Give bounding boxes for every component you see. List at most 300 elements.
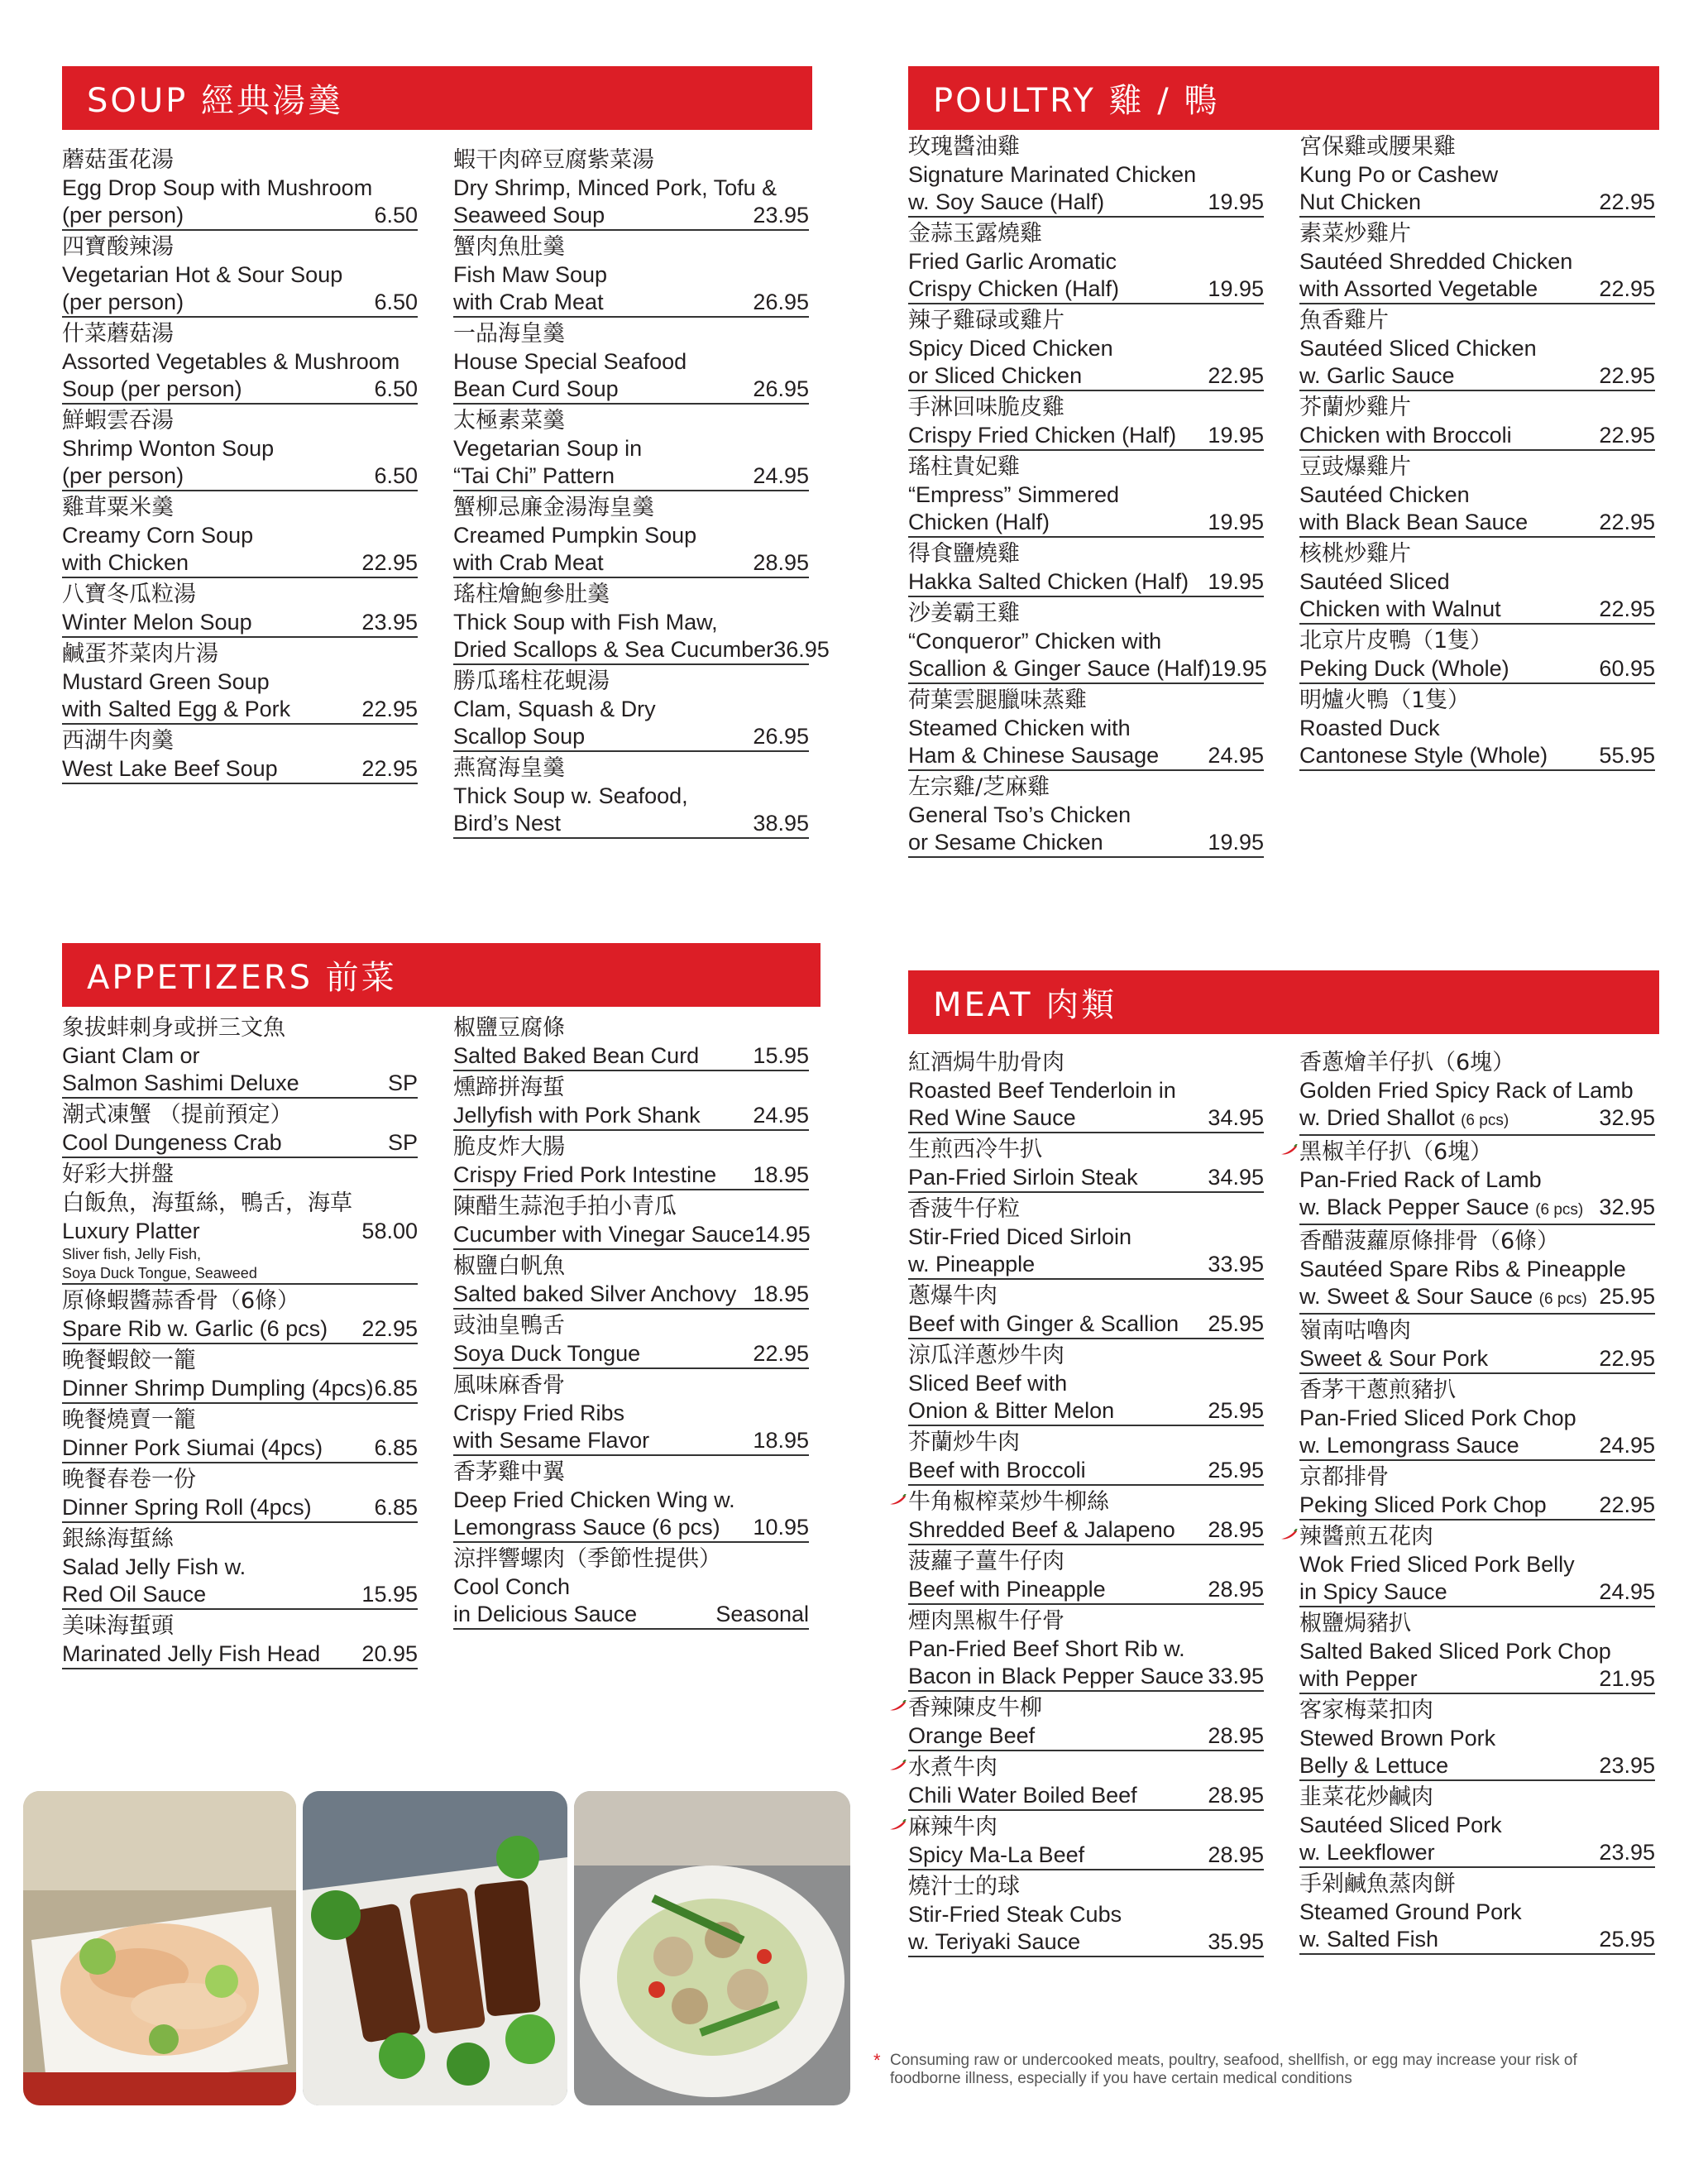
- dish-chinese-name: 辣子雞碌或雞片: [908, 308, 1065, 333]
- dish-english-text: Seaweed Soup: [453, 203, 605, 228]
- dish-english-line: [62, 1494, 312, 1521]
- dish-chinese-name: 雞茸粟米羹: [62, 495, 174, 520]
- dish-price: 28.95: [1208, 1783, 1264, 1808]
- dish-english-line: [62, 1581, 206, 1608]
- dish-english-line: Creamy Corn Soup: [62, 523, 254, 548]
- dish-chinese-name: 一品海皇羹: [453, 321, 565, 347]
- dish-price: 21.95: [1599, 1666, 1655, 1691]
- dish-price: Seasonal: [715, 1602, 809, 1626]
- menu-item: [453, 232, 809, 318]
- dish-price: 25.95: [1599, 1284, 1655, 1309]
- dish-english-row: [62, 1581, 418, 1610]
- dish-price: 28.95: [753, 550, 809, 575]
- dish-english-text: Marinated Jelly Fish Head: [62, 1641, 321, 1666]
- dish-price: 25.95: [1208, 1311, 1264, 1336]
- chili-pepper-icon: [888, 1700, 907, 1712]
- menu-item: [62, 639, 418, 725]
- dish-english-line: [1299, 1492, 1547, 1519]
- menu-item: [453, 580, 830, 665]
- dish-description-line: Sliver fish, Jelly Fish,: [62, 1246, 202, 1262]
- dish-chinese-name: 銀絲海蜇絲: [62, 1526, 174, 1552]
- dish-english-row: [908, 1397, 1264, 1426]
- dish-english-row: [453, 1601, 809, 1630]
- dish-english-text: Jellyfish with Pork Shank: [453, 1103, 701, 1128]
- dish-english-row: [1299, 1926, 1655, 1955]
- dish-english-line: [908, 568, 1189, 596]
- dish-price: SP: [387, 1130, 418, 1155]
- dish-english-text: with Black Bean Sauce: [1299, 510, 1529, 534]
- dish-english-row: [908, 1928, 1264, 1957]
- dish-english-line: [453, 289, 604, 316]
- dish-english-text: Dinner Shrimp Dumpling (4pcs): [62, 1376, 374, 1401]
- dish-english-text: Dinner Spring Roll (4pcs): [62, 1495, 312, 1520]
- dish-chinese-name: 芥蘭炒雞片: [1299, 395, 1411, 420]
- dish-english-row: [1299, 1104, 1655, 1136]
- dish-chinese-name: 八寶冬瓜粒湯: [62, 582, 196, 607]
- dish-english-line: Stir-Fried Diced Sirloin: [908, 1224, 1132, 1249]
- chili-pepper-icon: [1280, 1529, 1298, 1540]
- dish-chinese-name: 北京片皮鴨（1隻）: [1299, 628, 1493, 654]
- dish-price: 6.85: [374, 1495, 418, 1520]
- dish-chinese-name: 涼瓜洋蔥炒牛肉: [908, 1343, 1065, 1368]
- dish-price: 34.95: [1208, 1105, 1264, 1130]
- dish-english-line: [453, 1161, 716, 1189]
- dish-price: SP: [387, 1070, 418, 1095]
- menu-item: [62, 319, 418, 405]
- dish-english-row: [908, 655, 1267, 684]
- dish-english-row: [1299, 1578, 1655, 1607]
- dish-english-text: or Sesame Chicken: [908, 830, 1103, 855]
- dish-english-text: Shredded Beef & Jalapeno: [908, 1517, 1175, 1542]
- dish-price: 24.95: [1208, 743, 1264, 768]
- dish-english-line: Golden Fried Spicy Rack of Lamb: [1299, 1078, 1634, 1103]
- dish-price: 22.95: [1599, 1492, 1655, 1517]
- dish-english-line: [908, 1397, 1114, 1425]
- dish-english-line: Sliced Beef with: [908, 1371, 1068, 1396]
- dish-price: 32.95: [1599, 1195, 1655, 1219]
- dish-chinese-name: 美味海蜇頭: [62, 1613, 174, 1639]
- dish-english-line: [453, 1427, 649, 1454]
- dish-english-row: [1299, 742, 1655, 771]
- dish-english-line: [62, 462, 184, 490]
- dish-english-line: [453, 549, 604, 577]
- dish-english-row: [62, 1640, 418, 1669]
- dish-english-row: [908, 568, 1264, 597]
- dish-english-line: [62, 549, 189, 577]
- dish-price: 22.95: [1599, 423, 1655, 448]
- dish-english-text: Luxury Platter: [62, 1219, 200, 1243]
- dish-english-text: with Crab Meat: [453, 290, 604, 314]
- dish-english-row: [1299, 189, 1655, 218]
- menu-item: [908, 599, 1267, 684]
- dish-chinese-name: 煙肉黑椒牛仔骨: [908, 1608, 1065, 1634]
- menu-item: [908, 1195, 1264, 1280]
- dish-english-row: [908, 742, 1264, 771]
- dish-english-row: [453, 289, 809, 318]
- dish-english-text: Salted baked Silver Anchovy: [453, 1281, 737, 1306]
- dish-english-line: Pan-Fried Beef Short Rib w.: [908, 1636, 1185, 1661]
- dish-english-row: [453, 1340, 809, 1369]
- appetizers-right-column: [453, 1013, 809, 1631]
- dish-english-text: Belly & Lettuce: [1299, 1753, 1449, 1778]
- dish-english-line: [453, 810, 561, 837]
- dish-english-row: [908, 422, 1264, 451]
- dish-english-line: [62, 1218, 200, 1245]
- dish-english-line: [908, 655, 1211, 682]
- dish-english-text: in Spicy Sauce: [1299, 1579, 1447, 1604]
- dish-english-line: [908, 1722, 1035, 1750]
- dish-price: 25.95: [1208, 1398, 1264, 1423]
- dish-english-line: [1299, 362, 1455, 390]
- dish-english-text: Salted Baked Bean Curd: [453, 1043, 700, 1068]
- dish-english-line: [908, 1928, 1080, 1956]
- dish-price: 18.95: [753, 1162, 809, 1187]
- dish-english-line: [908, 1251, 1035, 1278]
- dish-price: 22.95: [1599, 363, 1655, 388]
- dish-english-row: [62, 376, 418, 405]
- dish-chinese-name: 什菜蘑菇湯: [62, 321, 174, 347]
- dish-english-line: [1299, 1194, 1583, 1224]
- dish-price: 22.95: [1599, 510, 1655, 534]
- dish-english-text: Orange Beef: [908, 1723, 1036, 1748]
- dish-chinese-name: 陳醋生蒜泡手拍小青瓜: [453, 1194, 677, 1219]
- dish-price: 35.95: [1208, 1929, 1264, 1954]
- dish-price: 10.95: [753, 1515, 809, 1540]
- dish-english-row: [453, 1427, 809, 1456]
- dish-english-text: w. Lemongrass Sauce: [1299, 1433, 1519, 1458]
- dish-english-line: [908, 509, 1050, 536]
- dish-chinese-name: 紅酒焗牛肋骨肉: [908, 1050, 1065, 1075]
- dish-chinese-name: 手淋回味脆皮雞: [908, 395, 1065, 420]
- dish-english-line: Crispy Fried Ribs: [453, 1401, 625, 1425]
- dish-price: 19.95: [1208, 189, 1264, 214]
- dish-english-line: Creamed Pumpkin Soup: [453, 523, 697, 548]
- dish-price: 15.95: [361, 1582, 418, 1607]
- appetizers-title: APPETIZERS 前菜: [87, 959, 397, 997]
- dish-english-text: w. Soy Sauce (Half): [908, 189, 1105, 214]
- dish-english-row: [908, 1782, 1264, 1811]
- appetizers-left-column: [62, 1013, 418, 1671]
- menu-item: [1299, 539, 1655, 625]
- dish-english-row: [62, 202, 418, 231]
- dish-english-line: [908, 1310, 1179, 1338]
- dish-chinese-name: 勝瓜瑤柱花蜆湯: [453, 668, 610, 694]
- dish-english-text: Bird’s Nest: [453, 811, 562, 836]
- menu-item: [908, 393, 1264, 451]
- soup-left-column: [62, 146, 418, 786]
- dish-chinese-name: 金蒜玉露燒雞: [908, 221, 1042, 247]
- menu-item: [1299, 132, 1655, 218]
- dish-price: 22.95: [361, 1316, 418, 1341]
- menu-item: [453, 1133, 809, 1190]
- dish-english-line: [1299, 1839, 1435, 1866]
- dish-english-line: [908, 829, 1103, 856]
- dish-english-line: “Empress” Simmered: [908, 482, 1120, 507]
- dish-english-text: “Tai Chi” Pattern: [453, 463, 615, 488]
- menu-item: [453, 1311, 809, 1369]
- menu-item: [453, 1192, 809, 1250]
- dish-english-row: [908, 1842, 1264, 1870]
- menu-item: [62, 1160, 418, 1285]
- menu-item: [1299, 1783, 1655, 1868]
- menu-item: [453, 1013, 809, 1071]
- dish-price: 22.95: [753, 1341, 809, 1366]
- dish-price: 19.95: [1208, 510, 1264, 534]
- dish-english-line: [1299, 1283, 1587, 1313]
- dish-english-line: Deep Fried Chicken Wing w.: [453, 1487, 735, 1512]
- dish-price: 6.50: [374, 203, 418, 228]
- dish-english-line: Giant Clam or: [62, 1043, 200, 1068]
- dish-chinese-name: 玫瑰醬油雞: [908, 134, 1020, 160]
- dish-english-text: Soya Duck Tongue: [453, 1341, 641, 1366]
- dish-english-text: w. Sweet & Sour Sauce: [1299, 1284, 1533, 1309]
- chili-pepper-icon: [888, 1494, 907, 1506]
- dish-english-line: [1299, 189, 1421, 216]
- dish-english-text: Sweet & Sour Pork: [1299, 1346, 1489, 1371]
- stir-fry-photo: [574, 1791, 850, 2105]
- dish-english-line: [1299, 1665, 1418, 1693]
- dish-price: 6.50: [374, 290, 418, 314]
- dish-chinese-name: 得食鹽燒雞: [908, 541, 1020, 567]
- dish-english-line: Clam, Squash & Dry: [453, 697, 656, 721]
- dish-price: 6.50: [374, 376, 418, 401]
- dish-price: 33.95: [1208, 1252, 1264, 1276]
- dish-english-line: Salad Jelly Fish w.: [62, 1554, 246, 1579]
- menu-item: [453, 146, 809, 231]
- dish-chinese-name: 麻辣牛肉: [908, 1814, 998, 1840]
- dish-chinese-name: 牛角椒榨菜炒牛柳絲: [908, 1489, 1109, 1515]
- dish-english-row: [453, 1161, 809, 1190]
- dish-chinese-name: 生煎西冷牛扒: [908, 1137, 1042, 1162]
- menu-item: [908, 686, 1264, 771]
- menu-item: [908, 306, 1264, 391]
- dish-english-line: [453, 723, 585, 750]
- menu-item: [908, 219, 1264, 304]
- dish-price: 22.95: [361, 697, 418, 721]
- dish-english-row: [908, 1663, 1264, 1692]
- menu-item: [908, 539, 1264, 597]
- dish-english-line: [62, 376, 242, 403]
- dish-price: 18.95: [753, 1281, 809, 1306]
- dish-english-line: [62, 289, 184, 316]
- dish-english-text: Crispy Fried Chicken (Half): [908, 423, 1177, 448]
- dish-english-row: [908, 1576, 1264, 1605]
- meat-banner: [908, 970, 1659, 1034]
- dish-english-row: [453, 462, 809, 491]
- dish-chinese-name: 香蔥燴羊仔扒（6塊）: [1299, 1050, 1515, 1075]
- dish-chinese-name: 荷葉雲腿臘味蒸雞: [908, 687, 1087, 713]
- dish-english-text: Red Wine Sauce: [908, 1105, 1076, 1130]
- dish-english-row: [62, 755, 418, 784]
- dish-price: 26.95: [753, 376, 809, 401]
- dish-english-row: [453, 376, 809, 405]
- dish-english-text: with Assorted Vegetable: [1299, 276, 1538, 301]
- dish-english-line: [908, 189, 1104, 216]
- dish-chinese-name: 香茅干蔥煎豬扒: [1299, 1377, 1456, 1403]
- dish-chinese-name: 手剁鹹魚蒸肉餅: [1299, 1871, 1456, 1897]
- dish-english-row: [1299, 362, 1655, 391]
- dish-chinese-name: 椒鹽豆腐條: [453, 1015, 565, 1041]
- dish-english-text: Winter Melon Soup: [62, 610, 252, 635]
- dish-english-row: [62, 1129, 418, 1158]
- menu-item: [62, 1406, 418, 1463]
- soup-right-column: [453, 146, 830, 841]
- menu-item: [1299, 1870, 1655, 1955]
- dish-chinese-name: 晚餐春卷一份: [62, 1467, 196, 1492]
- dish-english-row: [1299, 1839, 1655, 1868]
- menu-item: [453, 1545, 809, 1630]
- dish-english-line: Salted Baked Sliced Pork Chop: [1299, 1639, 1611, 1664]
- dish-english-row: [908, 275, 1264, 304]
- dish-english-text: Scallop Soup: [453, 724, 586, 749]
- dish-english-text: Crispy Chicken (Half): [908, 276, 1120, 301]
- dish-english-text: Peking Duck (Whole): [1299, 656, 1509, 681]
- dish-english-text: w. Dried Shallot: [1299, 1105, 1455, 1130]
- menu-item: [908, 453, 1264, 538]
- dish-english-text: West Lake Beef Soup: [62, 756, 278, 781]
- dish-chinese-name: 豆豉爆雞片: [1299, 454, 1411, 480]
- dish-chinese-name: 潮式凍蟹 （提前預定）: [62, 1102, 293, 1128]
- dish-english-line: [1299, 742, 1548, 769]
- dish-english-text: Chicken with Broccoli: [1299, 423, 1512, 448]
- dish-english-line: [1299, 422, 1512, 449]
- dish-english-line: Wok Fried Sliced Pork Belly: [1299, 1552, 1575, 1577]
- dish-price: 32.95: [1599, 1105, 1655, 1130]
- meat-left-column: [908, 1048, 1264, 1959]
- dish-price: 33.95: [1208, 1664, 1264, 1688]
- dish-english-row: [62, 1315, 418, 1344]
- menu-item: [908, 1872, 1264, 1957]
- dish-english-row: [908, 829, 1264, 858]
- dish-english-line: Sautéed Sliced: [1299, 569, 1450, 594]
- dish-english-line: Egg Drop Soup with Mushroom: [62, 175, 373, 200]
- dish-chinese-name: 西湖牛肉羹: [62, 728, 174, 754]
- menu-item: [908, 773, 1264, 858]
- dish-chinese-name: 椒鹽白帆魚: [453, 1253, 565, 1279]
- dish-chinese-name: 晚餐蝦餃一籠: [62, 1348, 196, 1373]
- dish-english-row: [453, 1102, 809, 1131]
- dish-english-line: [453, 1514, 720, 1541]
- dish-english-row: [62, 289, 418, 318]
- dish-english-text: w. Teriyaki Sauce: [908, 1929, 1081, 1954]
- dish-english-text: Ham & Chinese Sausage: [908, 743, 1160, 768]
- dish-english-line: Sautéed Sliced Chicken: [1299, 336, 1537, 361]
- dish-price: 24.95: [753, 463, 809, 488]
- soup-banner: [62, 66, 812, 130]
- poultry-title: POULTRY 雞 / 鴨: [933, 82, 1220, 120]
- dish-english-line: [453, 1281, 736, 1308]
- dish-english-row: [1299, 1194, 1655, 1225]
- dish-english-line: [1299, 275, 1538, 303]
- dish-price: 6.85: [374, 1376, 418, 1401]
- dish-english-row: [453, 1514, 809, 1543]
- dish-chinese-name: 韭菜花炒鹹肉: [1299, 1784, 1433, 1810]
- dish-chinese-name: 蘑菇蛋花湯: [62, 147, 174, 173]
- dish-chinese-name: 瑤柱燴鮑參肚羹: [453, 582, 610, 607]
- dish-chinese-name: 風味麻香骨: [453, 1372, 565, 1398]
- dish-chinese-name: 芥蘭炒牛肉: [908, 1430, 1020, 1455]
- dish-english-text: w. Leekflower: [1299, 1840, 1435, 1865]
- dish-english-text: Dried Scallops & Sea Cucumber: [453, 637, 774, 662]
- dish-english-line: Spicy Diced Chicken: [908, 336, 1113, 361]
- dish-chinese-name: 太極素菜羹: [453, 408, 565, 433]
- menu-item: [62, 1346, 418, 1404]
- dish-english-text: or Sliced Chicken: [908, 363, 1083, 388]
- dish-english-line: [1299, 655, 1509, 682]
- menu-item: [908, 1693, 1264, 1751]
- dish-english-line: [1299, 1926, 1438, 1953]
- dish-chinese-name: 黑椒羊仔扒（6塊）: [1299, 1139, 1493, 1165]
- dish-chinese-name: 香菠牛仔粒: [908, 1196, 1020, 1222]
- dish-english-line: Dry Shrimp, Minced Pork, Tofu &: [453, 175, 777, 200]
- dish-english-line: [62, 1375, 374, 1402]
- dish-english-text: with Sesame Flavor: [453, 1428, 650, 1453]
- dish-english-line: Pan-Fried Rack of Lamb: [1299, 1167, 1542, 1192]
- dish-chinese-name: 水煮牛肉: [908, 1755, 998, 1780]
- dish-chinese-name: 脆皮炸大腸: [453, 1134, 565, 1160]
- dish-chinese-name: 沙姜霸王雞: [908, 601, 1020, 626]
- appetizers-banner: [62, 943, 821, 1007]
- dish-price: 26.95: [753, 724, 809, 749]
- dish-piece-count: (6 pcs): [1535, 1201, 1584, 1219]
- dish-english-row: [62, 696, 418, 725]
- dish-english-text: Cool Dungeness Crab: [62, 1130, 282, 1155]
- dish-english-line: [62, 696, 290, 723]
- dish-english-line: Cool Conch: [453, 1574, 571, 1599]
- dish-english-line: [908, 362, 1082, 390]
- dish-description: [62, 1245, 418, 1285]
- dish-english-line: [453, 1102, 701, 1129]
- dish-english-line: [908, 742, 1159, 769]
- dish-english-line: Steamed Ground Pork: [1299, 1899, 1522, 1924]
- dish-english-text: Chicken with Walnut: [1299, 596, 1501, 621]
- dish-english-text: Nut Chicken: [1299, 189, 1422, 214]
- menu-item: [1299, 306, 1655, 391]
- dish-english-row: [453, 810, 809, 839]
- dish-price: 19.95: [1211, 656, 1267, 681]
- dish-chinese-name: 原條蝦醬蒜香骨（6條）: [62, 1288, 300, 1314]
- dish-piece-count: (6 pcs): [1538, 1291, 1587, 1308]
- dish-price: 15.95: [753, 1043, 809, 1068]
- menu-item: [62, 1612, 418, 1669]
- dish-english-row: [908, 1516, 1264, 1545]
- dish-price: 60.95: [1599, 656, 1655, 681]
- dish-english-row: [1299, 1492, 1655, 1521]
- dish-chinese-name: 京都排骨: [1299, 1464, 1389, 1490]
- dish-price: 22.95: [361, 550, 418, 575]
- dish-chinese-name: 燻蹄拼海蜇: [453, 1075, 565, 1100]
- menu-item: [1299, 1609, 1655, 1694]
- dish-english-line: Signature Marinated Chicken: [908, 162, 1197, 187]
- dish-english-line: [62, 1315, 328, 1343]
- dish-chinese-name: 香辣陳皮牛柳: [908, 1695, 1042, 1721]
- menu-item: [1299, 393, 1655, 451]
- dish-chinese-name: 客家梅菜扣肉: [1299, 1698, 1433, 1723]
- dish-english-row: [62, 609, 418, 638]
- meat-right-column: [1299, 1048, 1655, 1956]
- dish-english-line: “Conqueror” Chicken with: [908, 629, 1162, 654]
- dish-english-text: Chicken (Half): [908, 510, 1050, 534]
- dish-english-row: [908, 1104, 1264, 1133]
- dish-price: 20.95: [361, 1641, 418, 1666]
- menu-item: [908, 1428, 1264, 1486]
- dish-english-text: Onion & Bitter Melon: [908, 1398, 1115, 1423]
- menu-item: [62, 232, 418, 318]
- dish-english-line: Fish Maw Soup: [453, 262, 608, 287]
- menu-item: [908, 1048, 1264, 1133]
- dish-english-text: w. Pineapple: [908, 1252, 1036, 1276]
- dish-price: 26.95: [753, 290, 809, 314]
